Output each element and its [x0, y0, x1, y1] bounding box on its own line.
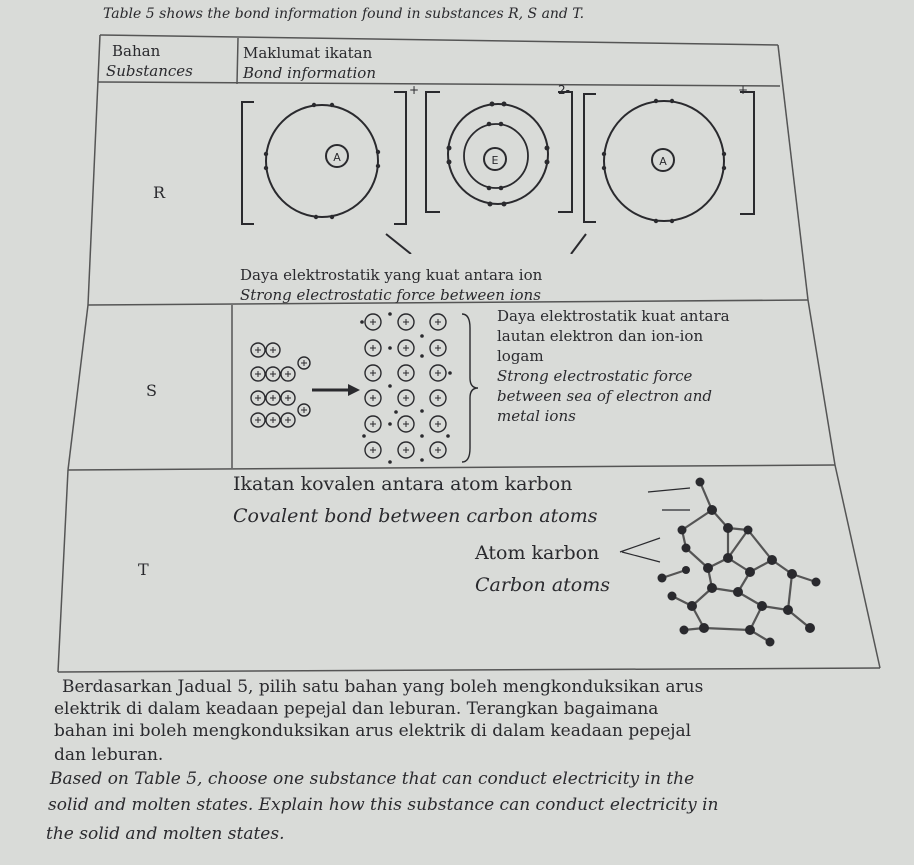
table-caption: Table 5 shows the bond information found in substances R, S and T.: [103, 6, 585, 22]
row-t-label: T: [138, 560, 149, 579]
question-en-3: the solid and molten states.: [46, 824, 285, 844]
ion-label-3: A: [659, 155, 667, 168]
row-s-desc-en-1: Strong electrostatic force: [497, 367, 693, 385]
row-r-desc-en: Strong electrostatic force between ions: [240, 286, 541, 304]
ion-charge-3: +: [738, 84, 749, 97]
metallic-diagram: [240, 308, 490, 468]
row-r-label: R: [153, 183, 166, 202]
question-en-1: Based on Table 5, choose one substance that can conduct electricity in the: [50, 769, 695, 789]
row-s-desc-en-2: between sea of electron and: [497, 387, 712, 405]
question-en-2: solid and molten states. Explain how this substance can conduct electricity in: [48, 795, 719, 815]
row-s-desc-ms-1: Daya elektrostatik kuat antara: [497, 307, 730, 325]
ion-label-2: E: [491, 154, 499, 167]
row-t-atom-en: Carbon atoms: [475, 574, 610, 596]
row-r-desc-ms: Daya elektrostatik yang kuat antara ion: [240, 266, 543, 284]
row-t-desc-en: Covalent bond between carbon atoms: [233, 505, 598, 527]
ion-label-1: A: [333, 151, 341, 164]
header-substance-en: Substances: [106, 62, 193, 80]
question-ms-3: bahan ini boleh mengkonduksikan arus elektrik di dalam keadaan pepejal: [54, 721, 692, 741]
ion-charge-1: +: [409, 84, 420, 97]
row-t-desc-ms: Ikatan kovalen antara atom karbon: [233, 473, 573, 495]
row-t-atom-ms: Atom karbon: [475, 542, 600, 564]
row-s-desc-ms-2: lautan elektron dan ion-ion: [497, 327, 704, 345]
ionic-diagram: [236, 84, 796, 254]
row-s-desc-en-3: metal ions: [497, 407, 576, 425]
diamond-lattice-diagram: [600, 470, 860, 660]
row-s-label: S: [146, 381, 157, 400]
ion-charge-2: 2-: [558, 84, 570, 97]
header-bond-ms: Maklumat ikatan: [243, 44, 373, 62]
question-ms-1: Berdasarkan Jadual 5, pilih satu bahan yang boleh mengkonduksikan arus: [62, 677, 704, 697]
question-ms-2: elektrik di dalam keadaan pepejal dan leburan. Terangkan bagaimana: [54, 699, 659, 719]
header-substance-ms: Bahan: [112, 42, 161, 60]
header-bond-en: Bond information: [243, 64, 376, 82]
question-ms-4: dan leburan.: [54, 745, 164, 765]
row-s-desc-ms-3: logam: [497, 347, 544, 365]
